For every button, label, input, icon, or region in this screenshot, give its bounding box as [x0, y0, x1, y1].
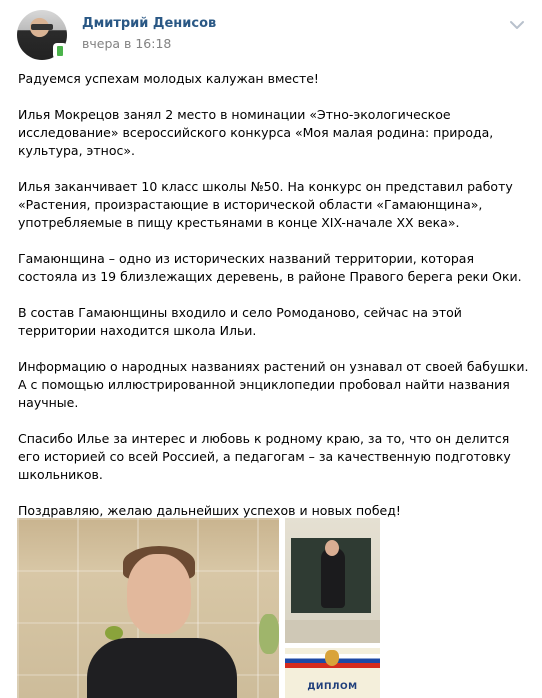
photo-person-face	[127, 554, 191, 634]
post-paragraph: Поздравляю, желаю дальнейших успехов и новых побед!	[18, 503, 401, 518]
post-paragraph: Информацию о народных названиях растений он узнавал от своей бабушки. А с помощью иллюстрированной энциклопедии пробовал найти названия научные.	[18, 359, 529, 410]
post-paragraph: Гамаюнщина – одно из исторических названий территории, которая состояла из 19 близлежащих деревень, в районе Правого берега реки Оки.	[18, 251, 522, 284]
post-paragraph: В состав Гамаюнщины входило и село Ромоданово, сейчас на этой территории находится школа Ильи.	[18, 305, 462, 338]
diploma-title: ДИПЛОМ	[307, 682, 358, 692]
photo-desk	[285, 620, 380, 643]
post-paragraph: Спасибо Илье за интерес и любовь к родному краю, за то, что он делится его историей со всей Россией, а педагогам – за качественную подготовку школьников.	[18, 431, 511, 482]
post-photo-presentation[interactable]	[285, 518, 380, 643]
post-paragraph: Илья заканчивает 10 класс школы №50. На конкурс он представил работу «Растения, произрастающие в исторической области «Гамаюнщина», употребляемые в пищу крестьянами в конце XIX-начале XX века».	[18, 179, 513, 230]
chevron-down-icon[interactable]	[508, 18, 526, 32]
photo-person	[321, 548, 345, 608]
post-paragraph: Илья Мокрецов занял 2 место в номинации «Этно-экологическое исследование» всероссийского конкурса «Моя малая родина: природа, культура, этнос».	[18, 107, 494, 158]
post-paragraph: Радуемся успехам молодых калужан вместе!	[18, 71, 319, 86]
photo-person-body	[87, 638, 237, 698]
post-photo-portrait[interactable]	[17, 518, 279, 698]
author-name-link[interactable]: Дмитрий Денисов	[82, 16, 217, 31]
avatar-glasses-detail	[31, 24, 53, 30]
emblem-image	[325, 650, 339, 666]
post-text	[18, 70, 530, 538]
mobile-icon	[54, 44, 66, 58]
post-time-link[interactable]: вчера в 16:18	[82, 36, 172, 51]
post-photo-diploma[interactable]	[285, 648, 380, 698]
photo-person-face	[325, 540, 339, 556]
photo-plant-detail	[259, 614, 279, 654]
post-header	[0, 0, 542, 70]
